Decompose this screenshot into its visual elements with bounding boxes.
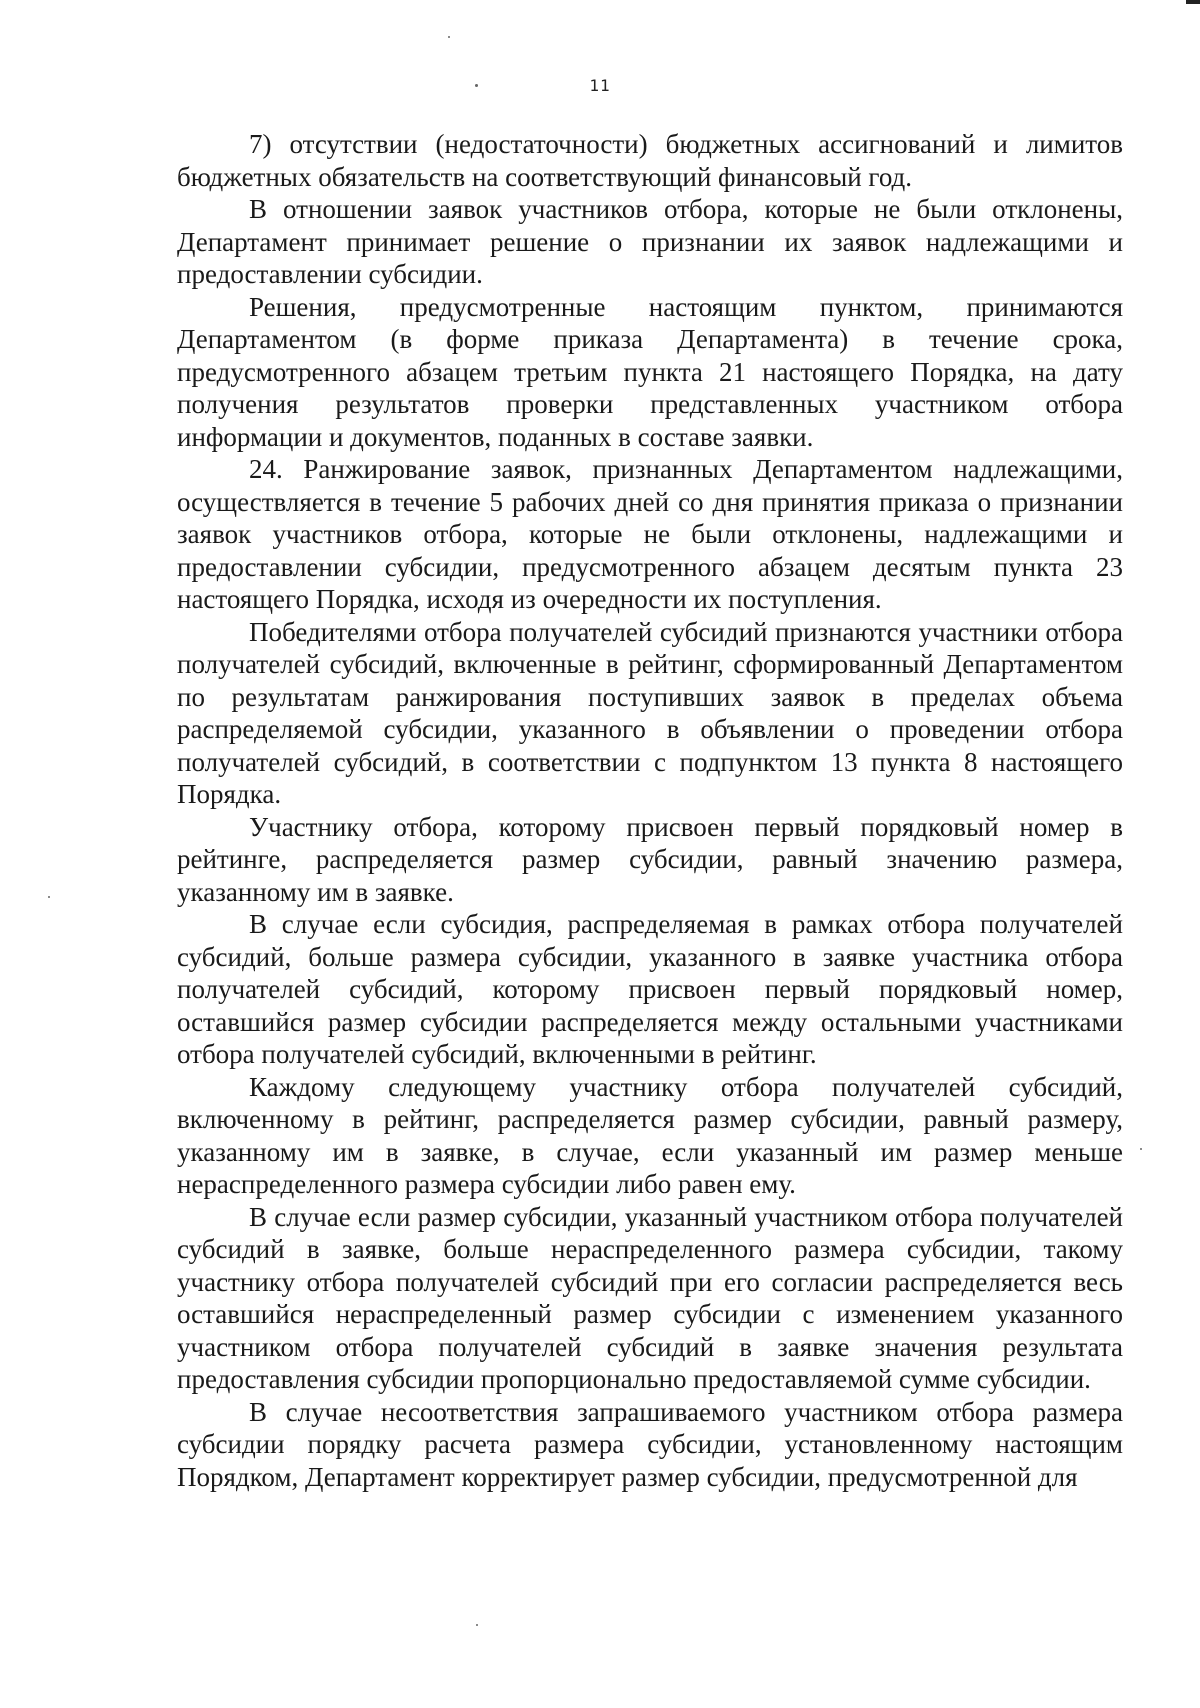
paragraph: В случае если размер субсидии, указанный участником отбора получателей субсидий в заявке, больше нераспределенного размера субсидии, такому участнику отбора получателей субсидий при его согласии распределяется весь оставшийся нераспределенный размер субсидии с изменением указанного участником отбора получателей субсидий в заявке значения результата предоставления субсидии пропорционально предоставляемой сумме субсидии. — [177, 1201, 1123, 1394]
scan-speck — [448, 36, 450, 38]
paragraph: Каждому следующему участнику отбора получателей субсидий, включенному в рейтинг, распределяется размер субсидии, равный размеру, указанному им в заявке, в случае, если указанный им размер меньше нераспределенного размера субсидии либо равен ему. — [177, 1071, 1123, 1199]
paragraph: 7) отсутствии (недостаточности) бюджетных ассигнований и лимитов бюджетных обязательств на соответствующий финансовый год. — [177, 129, 1123, 192]
paragraph: Решения, предусмотренные настоящим пунктом, принимаются Департаментом (в форме приказа Департамента) в течение срока, предусмотренного абзацем третьим пункта 21 настоящего Порядка, на дату получения результатов проверки представленных участником отбора информации и документов, поданных в составе заявки. — [177, 291, 1123, 452]
scan-speck — [48, 896, 50, 898]
paragraph: Участнику отбора, которому присвоен первый порядковый номер в рейтинге, распределяется размер субсидии, равный значению размера, указанному им в заявке. — [177, 811, 1123, 907]
paragraph: 24. Ранжирование заявок, признанных Департаментом надлежащими, осуществляется в течение 5 рабочих дней со дня принятия приказа о признании заявок участников отбора, которые не были отклонены, надлежащими и предоставлении субсидии, предусмотренного абзацем десятым пункта 23 настоящего Порядка, исходя из очередности их поступления. — [177, 454, 1123, 614]
scan-speck — [476, 1624, 478, 1626]
paragraph: В случае если субсидия, распределяемая в рамках отбора получателей субсидий, больше размера субсидии, указанного в заявке участника отбора получателей субсидий, которому присвоен первый порядковый номер, оставшийся размер субсидии распределяется между остальными участниками отбора получателей субсидий, включенными в рейтинг. — [177, 909, 1123, 1069]
page-number: 11 — [589, 76, 611, 95]
scan-edge-mark — [1186, 0, 1200, 4]
scan-speck — [1140, 1148, 1142, 1150]
document-body — [177, 128, 1123, 1493]
paragraph: Победителями отбора получателей субсидий признаются участники отбора получателей субсидий, включенные в рейтинг, сформированный Департаментом по результатам ранжирования поступивших заявок в пределах объема распределяемой субсидии, указанного в объявлении о проведении отбора получателей субсидий, в соответствии с подпунктом 13 пункта 8 настоящего Порядка. — [177, 616, 1123, 809]
paragraph: В отношении заявок участников отбора, которые не были отклонены, Департамент принимает решение о признании их заявок надлежащими и предоставлении субсидии. — [177, 194, 1123, 289]
paragraph: В случае несоответствия запрашиваемого участником отбора размера субсидии порядку расчета размера субсидии, установленному настоящим Порядком, Департамент корректирует размер субсидии, предусмотренной для — [177, 1396, 1123, 1492]
